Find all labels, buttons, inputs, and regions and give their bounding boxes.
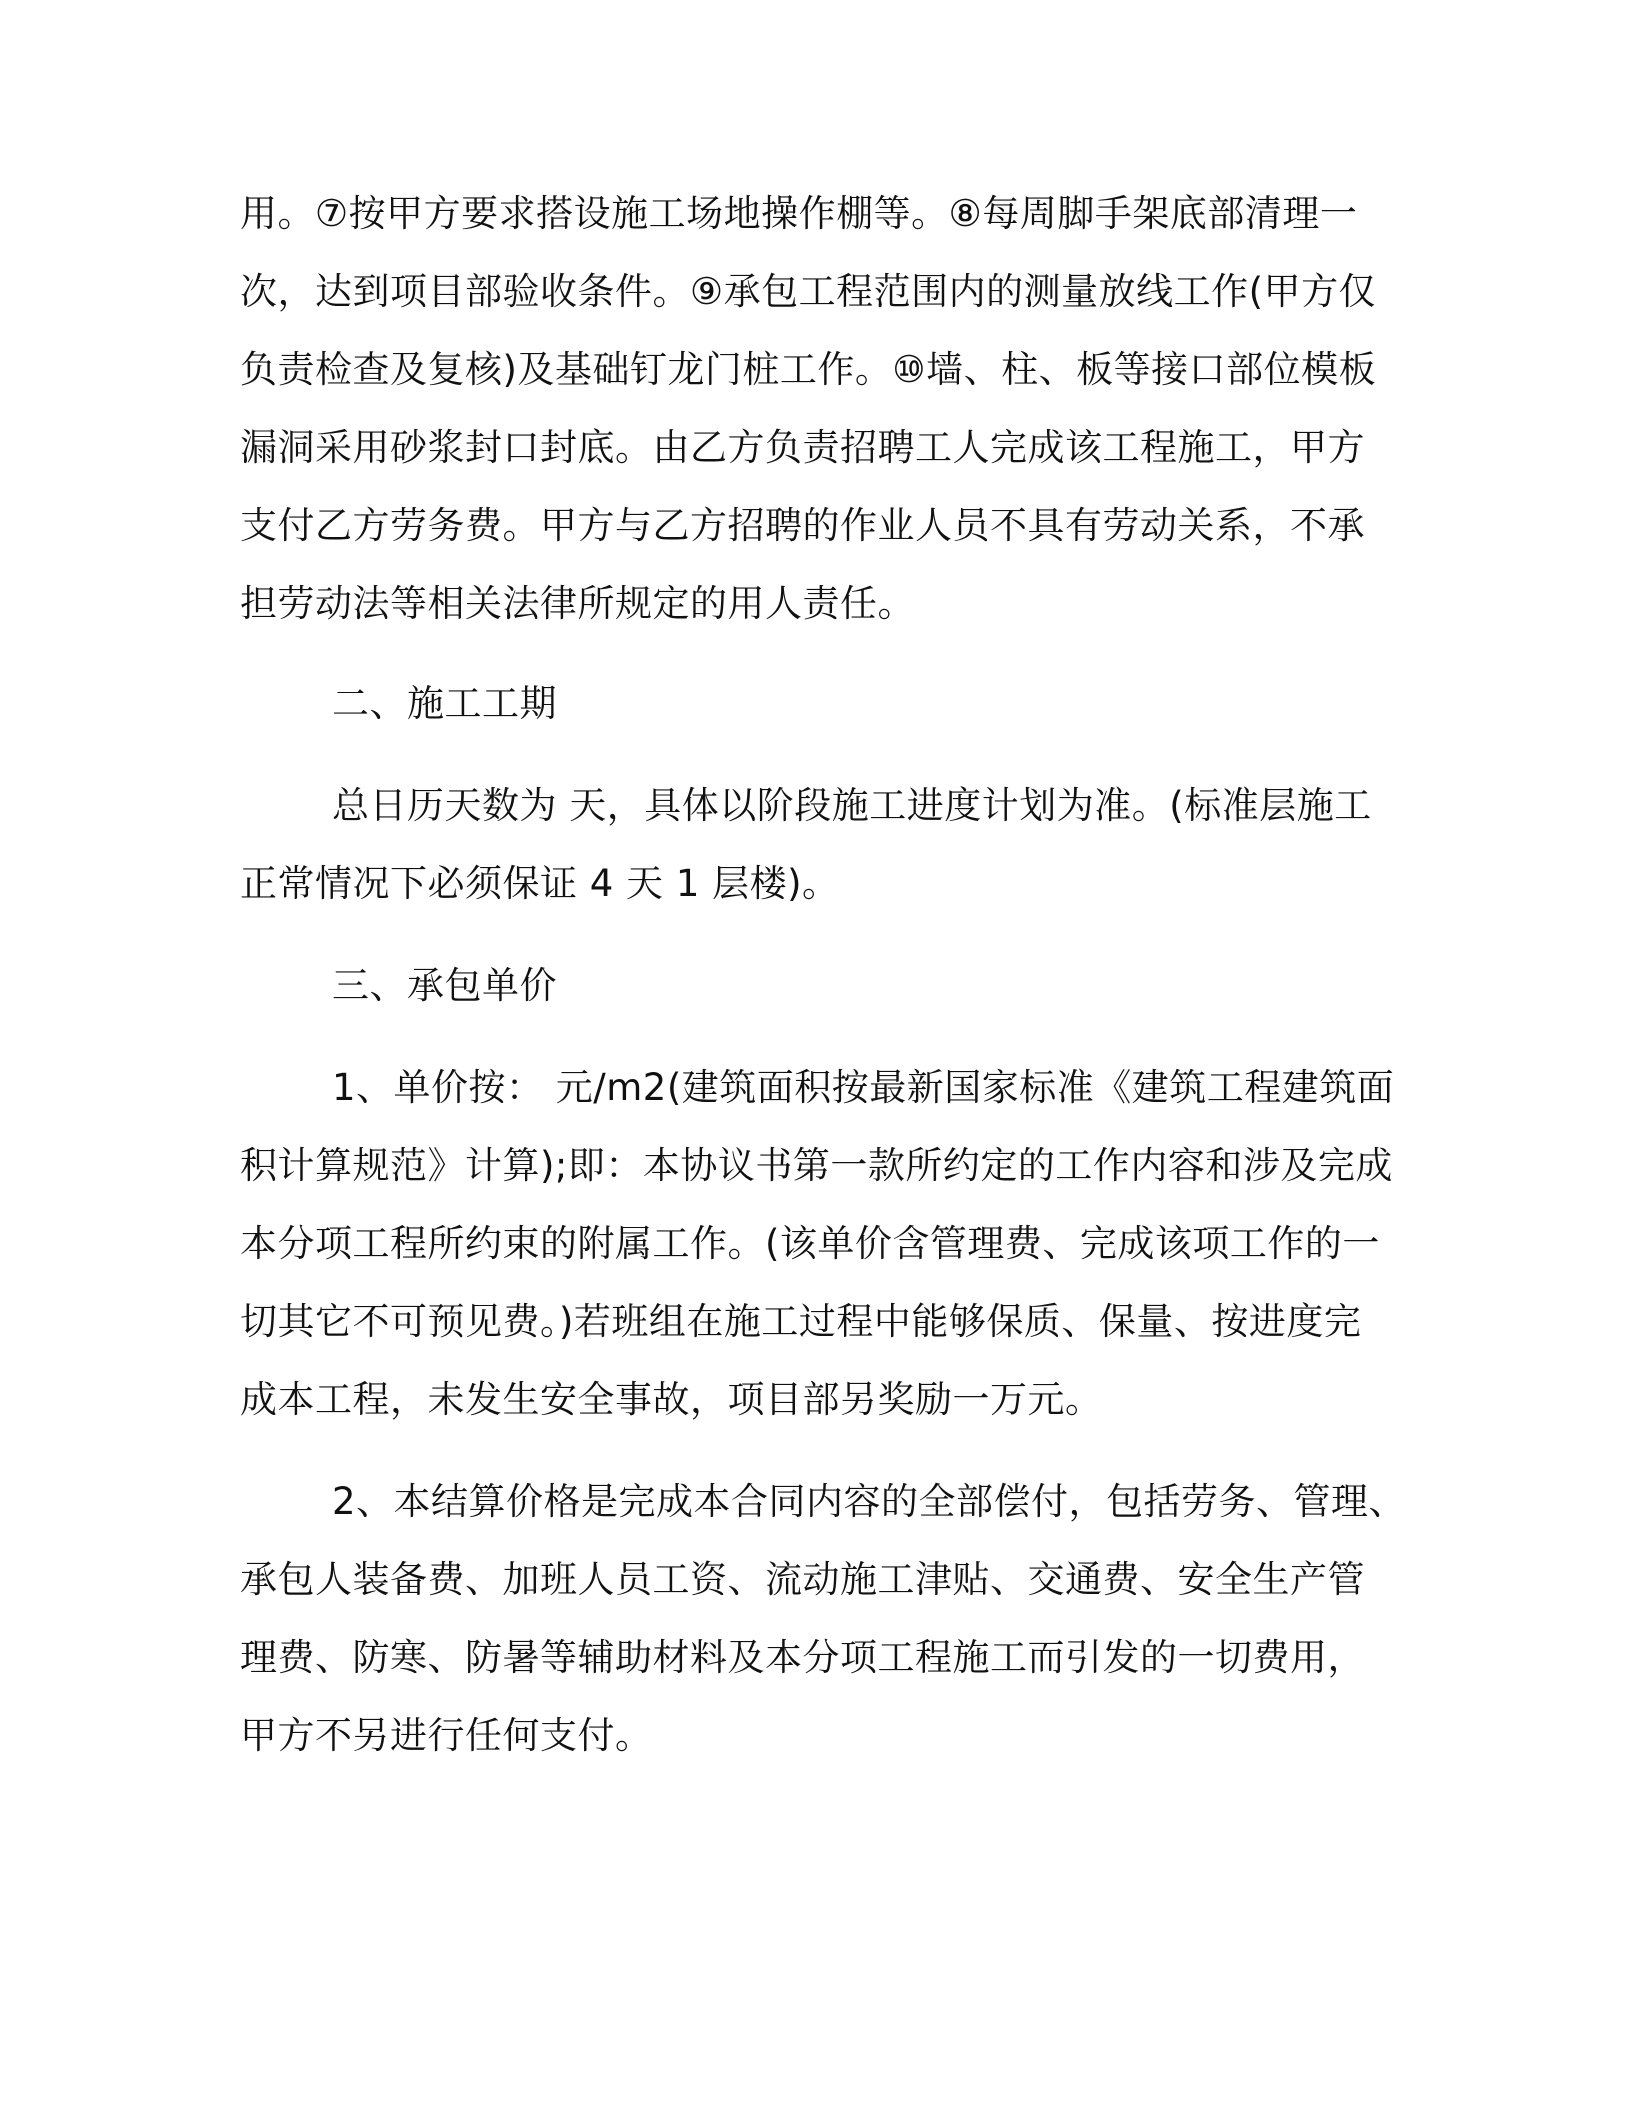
section-heading-price: 三、承包单价 <box>332 964 557 1007</box>
period-paragraph-line: 总日历天数为 天，具体以阶段施工进度计划为准。(标准层施工 <box>332 784 1372 827</box>
scope-paragraph-line: 担劳动法等相关法律所规定的用人责任。 <box>240 582 915 625</box>
scope-paragraph-line: 用。⑦按甲方要求搭设施工场地操作棚等。⑧每周脚手架底部清理一 <box>240 192 1358 235</box>
period-paragraph-line: 正常情况下必须保证 4 天 1 层楼)。 <box>240 862 840 905</box>
price-paragraph-1-line: 成本工程，未发生安全事故，项目部另奖励一万元。 <box>240 1378 1103 1421</box>
scope-paragraph-line: 漏洞采用砂浆封口封底。由乙方负责招聘工人完成该工程施工，甲方 <box>240 426 1365 469</box>
price-paragraph-2-line: 2、本结算价格是完成本合同内容的全部偿付，包括劳务、管理、 <box>332 1480 1407 1523</box>
price-paragraph-2-line: 甲方不另进行任何支付。 <box>240 1714 653 1757</box>
scope-paragraph-line: 支付乙方劳务费。甲方与乙方招聘的作业人员不具有劳动关系，不承 <box>240 504 1365 547</box>
price-paragraph-1-line: 切其它不可预见费。)若班组在施工过程中能够保质、保量、按进度完 <box>240 1300 1362 1343</box>
scope-paragraph-line: 次，达到项目部验收条件。⑨承包工程范围内的测量放线工作(甲方仅 <box>240 270 1377 313</box>
price-paragraph-1-line: 本分项工程所约束的附属工作。(该单价含管理费、完成该项工作的一 <box>240 1222 1380 1265</box>
price-paragraph-2-line: 理费、防寒、防暑等辅助材料及本分项工程施工而引发的一切费用， <box>240 1636 1365 1679</box>
scope-paragraph-line: 负责检查及复核)及基础钉龙门桩工作。⑩墙、柱、板等接口部位模板 <box>240 348 1377 391</box>
price-paragraph-1-line: 1、单价按： 元/m2(建筑面积按最新国家标准《建筑工程建筑面 <box>332 1066 1395 1109</box>
price-paragraph-2-line: 承包人装备费、加班人员工资、流动施工津贴、交通费、安全生产管 <box>240 1558 1365 1601</box>
section-heading-period: 二、施工工期 <box>332 682 557 725</box>
price-paragraph-1-line: 积计算规范》计算);即：本协议书第一款所约定的工作内容和涉及完成 <box>240 1144 1393 1187</box>
